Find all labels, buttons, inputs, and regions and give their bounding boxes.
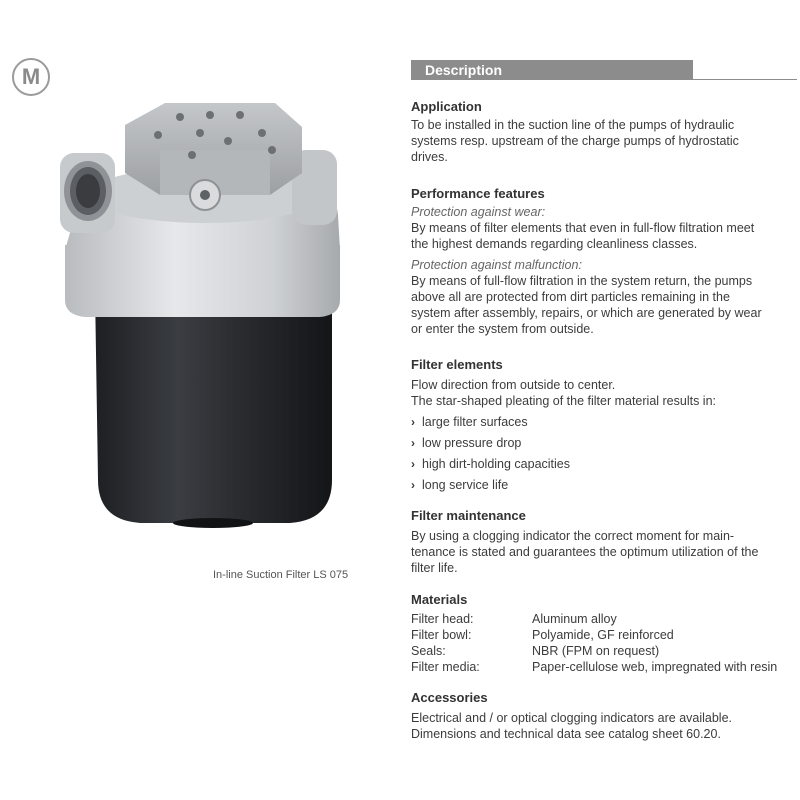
application-heading: Application — [411, 99, 482, 114]
chevron-right-icon: › — [411, 457, 415, 471]
logo-letter: M — [21, 64, 41, 89]
accessories-heading: Accessories — [411, 690, 488, 705]
application-line: To be installed in the suction line of the pumps of hydraulic — [411, 118, 735, 132]
description-title: Description — [425, 62, 503, 78]
malfunction-line: or enter the system from outside. — [411, 322, 594, 336]
maintenance-line: tenance is stated and guarantees the optimum utilization of the — [411, 545, 759, 559]
material-value: Polyamide, GF reinforced — [532, 628, 674, 642]
materials-section — [411, 592, 797, 675]
table-row — [411, 611, 777, 627]
malfunction-line: above all are protected from dirt particles remaining in the — [411, 290, 730, 304]
elements-heading: Filter elements — [411, 357, 503, 372]
description-header — [411, 60, 693, 80]
malfunction-line: By means of full-flow filtration in the system return, the pumps — [411, 274, 753, 288]
elements-section — [411, 357, 797, 496]
feature-list — [411, 412, 797, 496]
wear-line: the highest demands regarding cleanliness classes. — [411, 237, 698, 251]
elements-line: Flow direction from outside to center. — [411, 378, 616, 392]
maintenance-section — [411, 508, 797, 576]
accessories-line: Dimensions and technical data see catalog sheet 60.20. — [411, 727, 721, 741]
wear-label: Protection against wear: — [411, 205, 546, 219]
brand-logo — [12, 58, 50, 96]
materials-table — [411, 611, 777, 675]
malfunction-label: Protection against malfunction: — [411, 258, 582, 272]
application-line: systems resp. upstream of the charge pumps of hydrostatic — [411, 134, 739, 148]
figure-caption: In-line Suction Filter LS 075 — [213, 569, 349, 581]
elements-line: The star-shaped pleating of the filter material results in: — [411, 394, 717, 408]
material-key: Filter head: — [411, 612, 474, 626]
material-value: Aluminum alloy — [532, 612, 617, 626]
maintenance-line: By using a clogging indicator the correct moment for main- — [411, 529, 735, 543]
application-line: drives. — [411, 150, 448, 164]
accessories-section — [411, 690, 797, 742]
list-item — [411, 454, 797, 475]
header-rule — [693, 79, 797, 80]
list-item-label: high dirt-holding capacities — [422, 457, 571, 471]
accessories-line: Electrical and / or optical clogging indicators are available. — [411, 711, 733, 725]
table-row — [411, 659, 777, 675]
list-item — [411, 433, 797, 454]
table-row — [411, 643, 777, 659]
filter-illustration — [40, 95, 370, 535]
wear-line: By means of filter elements that even in full-flow filtration meet — [411, 221, 755, 235]
list-item-label: large filter surfaces — [422, 415, 528, 429]
chevron-right-icon: › — [411, 436, 415, 450]
table-row — [411, 627, 777, 643]
material-value: NBR (FPM on request) — [532, 644, 660, 658]
list-item-label: low pressure drop — [422, 436, 522, 450]
description-column — [411, 60, 797, 742]
application-section — [411, 99, 797, 165]
material-value: Paper-cellulose web, impregnated with resin — [532, 660, 778, 674]
chevron-right-icon: › — [411, 478, 415, 492]
list-item-label: long service life — [422, 478, 509, 492]
materials-heading: Materials — [411, 592, 468, 607]
list-item — [411, 412, 797, 433]
product-image — [40, 95, 370, 535]
list-item — [411, 475, 797, 496]
maintenance-heading: Filter maintenance — [411, 508, 526, 523]
material-key: Filter bowl: — [411, 628, 472, 642]
maintenance-line: filter life. — [411, 561, 458, 575]
performance-section — [411, 186, 797, 337]
material-key: Seals: — [411, 644, 446, 658]
performance-heading: Performance features — [411, 186, 545, 201]
chevron-right-icon: › — [411, 415, 415, 429]
material-key: Filter media: — [411, 660, 480, 674]
malfunction-line: system after assembly, repairs, or which are generated by wear — [411, 306, 762, 320]
